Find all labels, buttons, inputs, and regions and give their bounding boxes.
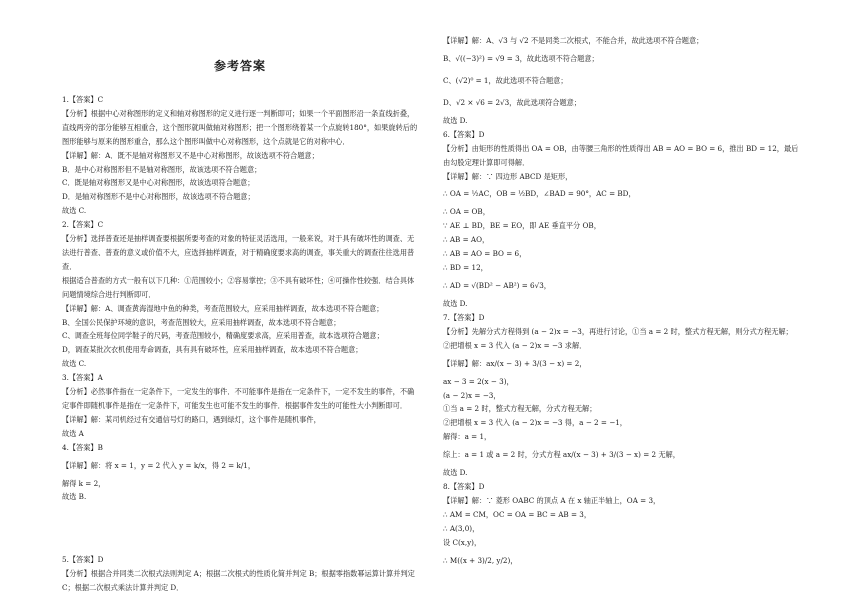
- right-column-line: ax − 3 = 2(x − 3)，: [443, 376, 514, 386]
- right-column-line: 故选 D.: [443, 468, 468, 478]
- right-column-line: ∴ A(3,0)，: [443, 523, 480, 533]
- left-column-line: 故选 B.: [62, 492, 87, 502]
- left-column-line: 故选 C.: [62, 359, 87, 369]
- left-column-line: B．是中心对称图形但不是轴对称图形，故该选项不符合题意；: [62, 164, 262, 174]
- left-column-line: 解得 k = 2，: [62, 478, 106, 488]
- right-column-line: 【详解】解：∵ 四边形 ABCD 是矩形，: [443, 171, 573, 181]
- right-column-line: ②把增根 x = 3 代入 (a − 2)x = −3 得，a − 2 = −1，: [443, 418, 627, 428]
- left-column-line: 5.【答案】D: [62, 555, 104, 565]
- answer-column-right: [443, 34, 799, 572]
- right-column-line: 【分析】先解分式方程得到 (a − 2)x = −3，再进行讨论，①当 a = 2 时，整式方程无解，则分式方程无解；: [443, 326, 793, 336]
- right-column-line: C、(√2)⁰ = 1，故此选项不符合题意；: [443, 75, 568, 85]
- answer-column-left: [62, 93, 418, 595]
- left-column-line: 【详解】解：A、调查黄海湿地中鱼的种类，考查范围较大，应采用抽样调查，故本选项不符合题意；: [62, 303, 384, 313]
- left-column-line: 【分析】根据合并同类二次根式法则判定 A；根据二次根式的性质化简并判定 B；根据零指数幂运算计算并判定 C；根据二次根式乘法计算并判定 D．: [62, 569, 415, 593]
- left-column-line: 【分析】根据中心对称图形的定义和轴对称图形的定义进行逐一判断即可；如果一个平面图形沿一条直线折叠，直线两旁的部分能够互相重合，这个图形就叫做轴对称图形；把一个图形绕着某一个点旋转180°，如果旋转后的图形能够与原来的图形重合，那么这个图形叫做中心对称图形，这个点就是它的对称中心．: [62, 108, 418, 146]
- right-column-line: 设 C(x,y)，: [443, 537, 482, 547]
- page-title: 参考答案: [213, 59, 266, 73]
- left-column-line: 【详解】解：某司机经过有交通信号灯的路口，遇到绿灯，这个事件是随机事件，: [62, 414, 321, 424]
- left-column-line: C、调查全班每位同学鞋子的尺码，考查范围较小，精确度要求高，应采用普查，故本选项符合题意；: [62, 331, 384, 341]
- left-column-line: 1.【答案】C: [62, 95, 104, 104]
- left-column-line: D．是轴对称图形不是中心对称图形，故该选项不符合题意；: [62, 192, 255, 202]
- left-column-line: 【分析】必然事件指在一定条件下，一定发生的事件．不可能事件是指在一定条件下，一定不发生的事件，不确定事件即随机事件是指在一定条件下，可能发生也可能不发生的事件．根据事件发生的可能性大小判断即可．: [62, 387, 415, 410]
- left-column-line: C．既是轴对称图形又是中心对称图形，故该选项符合题意；: [62, 178, 255, 188]
- left-column-line: 故选 C.: [62, 206, 87, 216]
- right-column-line: 【详解】解：ax/(x − 3) + 3/(3 − x) = 2，: [443, 358, 587, 368]
- right-column-line: ∴ AB = AO = BO = 6，: [443, 249, 527, 259]
- left-column-line: 2.【答案】C: [62, 220, 104, 230]
- right-column-line: 综上：a = 1 或 a = 2 时，分式方程 ax/(x − 3) + 3/(3 − x) = 2 无解，: [443, 450, 680, 460]
- right-column-line: ∴ OA = ½AC，OB = ½BD，∠BAD = 90°，AC = BD，: [443, 189, 636, 199]
- right-column-line: 7.【答案】D: [443, 312, 485, 322]
- left-column-line: 【详解】解：A．既不是轴对称图形又不是中心对称图形，故该选项不符合题意；: [62, 150, 319, 160]
- left-column-line: 【详解】解：将 x = 1，y = 2 代入 y = k/x，得 2 = k/1，: [62, 460, 256, 470]
- right-column-line: 6.【答案】D: [443, 129, 485, 139]
- left-column-line: 3.【答案】A: [62, 373, 103, 383]
- left-column-line: 故选 A: [62, 428, 84, 438]
- right-column-line: 【分析】由矩形的性质得出 OA = OB，由等腰三角形的性质得出 AB = AO = BO = 6，推出 BD = 12，最后由勾股定理计算即可得解．: [443, 143, 799, 167]
- right-column-line: D、√2 × √6 = 2√3，故此选项符合题意；: [443, 97, 582, 107]
- right-column-line: 解得：a = 1，: [443, 432, 492, 442]
- right-column-line: ∴ BD = 12，: [443, 263, 488, 273]
- right-column-line: ∴ AB = AO，: [443, 235, 490, 245]
- right-column-line: 8.【答案】D: [443, 482, 485, 492]
- right-column-line: B、√((−3)²) = √9 = 3，故此选项不符合题意；: [443, 53, 599, 63]
- right-column-line: ∴ M((x + 3)/2, y/2)，: [443, 555, 518, 565]
- right-column-line: ∵ AE ⊥ BD，BE = EO，即 AE 垂直平分 OB，: [443, 221, 601, 231]
- right-column-line: ①当 a = 2 时，整式方程无解，分式方程无解；: [443, 404, 597, 414]
- left-column-line: 4.【答案】B: [62, 442, 103, 452]
- left-column-line: 【分析】选择普查还是抽样调查要根据所要考查的对象的特征灵活选用，一般来说，对于具有破坏性的调查、无法进行普查、普查的意义或价值不大，应选择抽样调查，对于精确度要求高的调查，事关重大的调查往往选用普查．: [62, 234, 415, 271]
- right-column-line: (a − 2)x = −3，: [443, 390, 501, 400]
- right-column-line: ②把增根 x = 3 代入 (a − 2)x = −3 求解．: [443, 340, 587, 350]
- left-column-line: D，调查某批次衣机使用寿命调查，具有具有破坏性，应采用抽样调查，故本选项不符合题意；: [62, 345, 363, 355]
- right-column-line: 【详解】解：A、√3 与 √2 不是同类二次根式，不能合并，故此选项不符合题意；: [443, 36, 704, 45]
- left-column-line: [62, 504, 418, 553]
- left-column-line: 根据适合普查的方式一般有以下几种：①范围较小；②容易掌控；③不具有破坏性；④可操作性较强．结合具体问题情境综合进行判断即可．: [62, 275, 415, 299]
- right-column-line: 故选 D.: [443, 115, 468, 125]
- right-column-line: ∴ AD = √(BD² − AB²) = 6√3，: [443, 280, 551, 290]
- left-column-line: B、全国公民保护环境的意识，考查范围较大，应采用抽样调查，故本选项不符合题意；: [62, 317, 341, 327]
- right-column-line: 故选 D.: [443, 298, 468, 308]
- right-column-line: 【详解】解：∵ 菱形 OABC 的顶点 A 在 x 轴正半轴上，OA = 3，: [443, 495, 661, 505]
- right-column-line: ∴ OA = OB，: [443, 207, 490, 217]
- right-column-line: ∴ AM = CM，OC = OA = BC = AB = 3，: [443, 509, 592, 519]
